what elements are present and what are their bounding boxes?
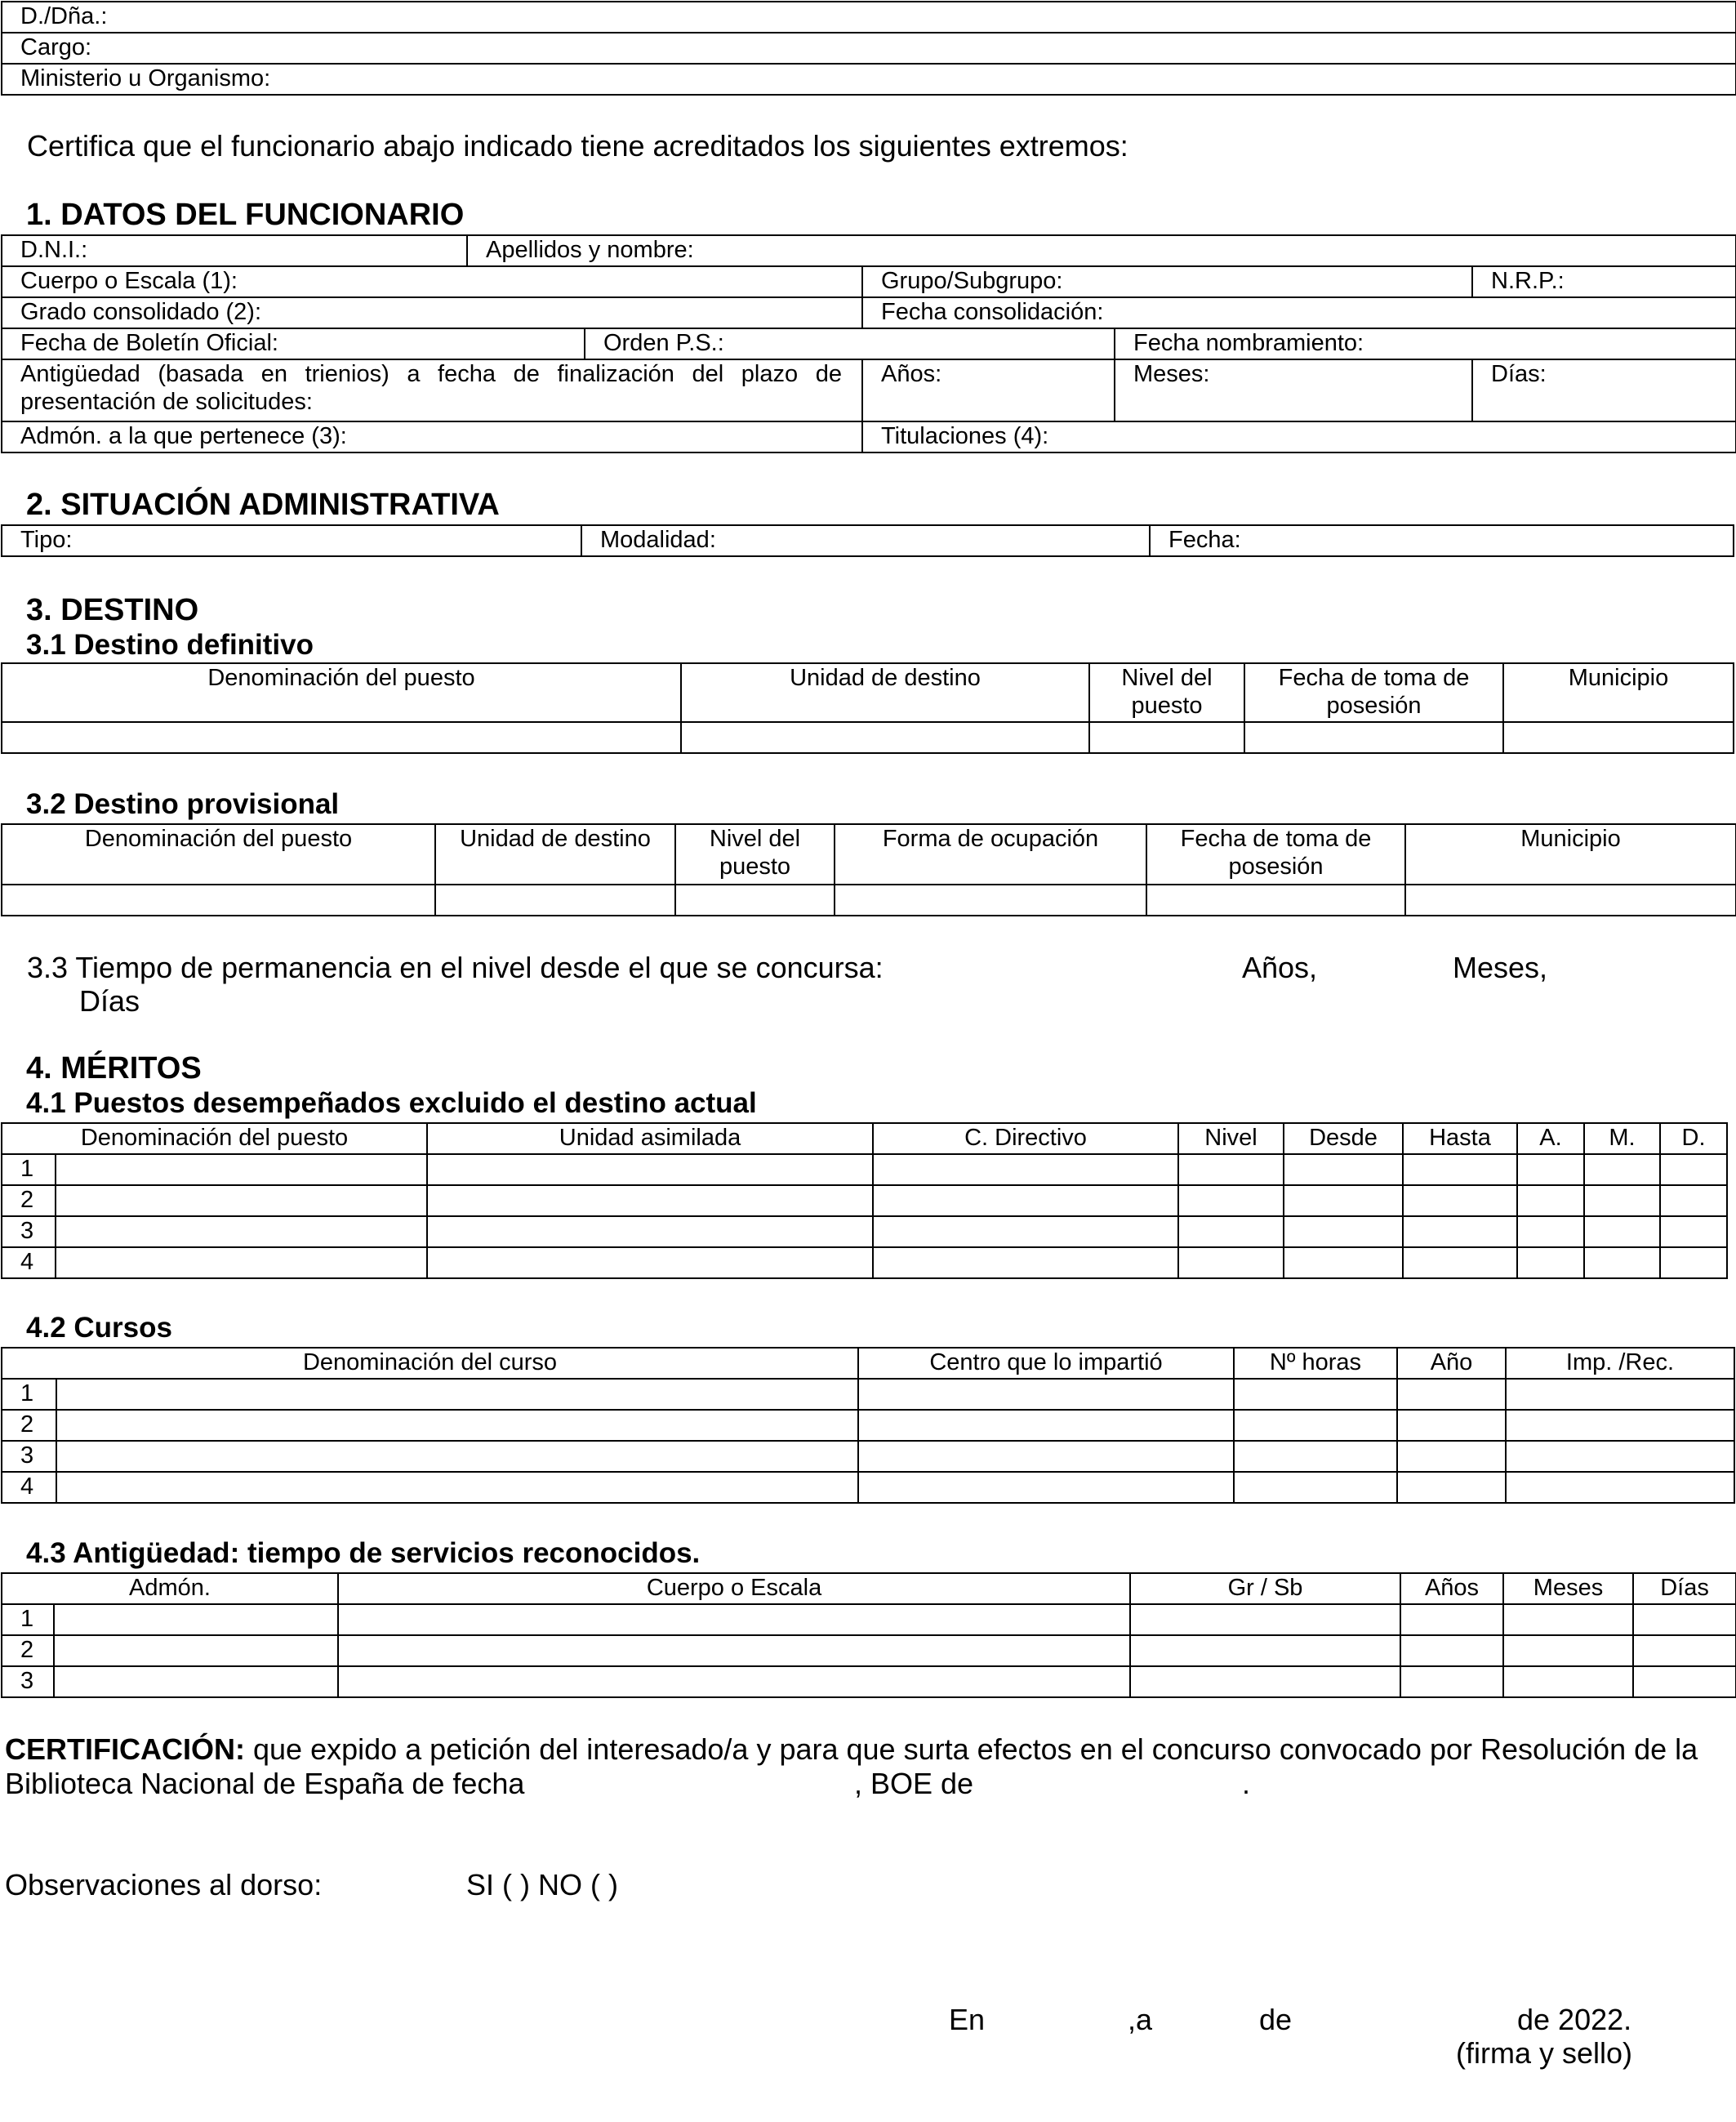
certification-date-text: Biblioteca Nacional de España de fecha: [5, 1767, 525, 1800]
table-cell[interactable]: [1244, 722, 1503, 753]
column-header: Denominación del puesto: [2, 663, 681, 722]
position-field[interactable]: Cargo:: [2, 33, 1736, 64]
table-cell[interactable]: [1234, 1410, 1397, 1441]
column-header: Denominación del puesto: [2, 824, 435, 885]
column-header: Gr / Sb: [1130, 1573, 1400, 1604]
posts-title: 4.1 Puestos desempeñados excluido el destino actual: [26, 1087, 757, 1119]
row-number: 1: [2, 1604, 54, 1635]
definitive-destination-table: [1, 662, 1734, 754]
column-header: Unidad asimilada: [427, 1123, 873, 1154]
column-header: Denominación del puesto: [2, 1123, 427, 1154]
corps-field[interactable]: Cuerpo o Escala (1):: [2, 266, 862, 297]
table-cell[interactable]: [1660, 1154, 1727, 1185]
table-cell[interactable]: [858, 1410, 1234, 1441]
table-cell[interactable]: [1633, 1666, 1736, 1697]
table-cell[interactable]: [54, 1666, 338, 1697]
table-cell[interactable]: [56, 1185, 427, 1216]
table-cell[interactable]: [427, 1216, 873, 1247]
table-row: [2, 1441, 1734, 1472]
table-cell[interactable]: [1178, 1185, 1284, 1216]
certification-lead: CERTIFICACIÓN:: [5, 1732, 245, 1766]
table-cell[interactable]: [56, 1216, 427, 1247]
table-cell[interactable]: [873, 1154, 1178, 1185]
table-cell[interactable]: [1403, 1185, 1517, 1216]
table-cell[interactable]: [2, 885, 435, 916]
observations-options[interactable]: SI ( ) NO ( ): [466, 1868, 618, 1901]
posts-table: [1, 1122, 1728, 1279]
table-cell[interactable]: [1660, 1185, 1727, 1216]
column-header: Centro que lo impartió: [858, 1348, 1234, 1379]
column-header: Imp. /Rec.: [1506, 1348, 1734, 1379]
table-cell[interactable]: [1405, 885, 1736, 916]
tenure-label: 3.3 Tiempo de permanencia en el nivel desde el que se concursa:: [27, 951, 884, 984]
dni-field[interactable]: D.N.I.:: [2, 235, 467, 266]
situation-date-field[interactable]: Fecha:: [1150, 525, 1734, 556]
table-cell[interactable]: [56, 1441, 858, 1472]
table-cell[interactable]: [1234, 1472, 1397, 1503]
table-cell[interactable]: [2, 722, 681, 753]
table-row: [2, 1410, 1734, 1441]
definitive-title: 3.1 Destino definitivo: [26, 629, 314, 661]
table-cell[interactable]: [1403, 1154, 1517, 1185]
grade-field[interactable]: Grado consolidado (2):: [2, 297, 862, 328]
table-cell[interactable]: [338, 1604, 1130, 1635]
row-number: 1: [2, 1379, 56, 1410]
row-number: 4: [2, 1247, 56, 1278]
table-cell[interactable]: [1130, 1635, 1400, 1666]
column-header: M.: [1584, 1123, 1660, 1154]
row-number: 3: [2, 1441, 56, 1472]
table-cell[interactable]: [1517, 1216, 1584, 1247]
table-cell[interactable]: [1130, 1604, 1400, 1635]
section2-title: 2. SITUACIÓN ADMINISTRATIVA: [26, 488, 500, 522]
appointment-date-field[interactable]: Fecha nombramiento:: [1115, 328, 1736, 359]
table-cell[interactable]: [1660, 1216, 1727, 1247]
table-cell[interactable]: [1397, 1410, 1506, 1441]
table-row: [2, 1635, 1736, 1666]
table-cell[interactable]: [1284, 1247, 1403, 1278]
column-header: Forma de ocupación: [835, 824, 1146, 885]
row-number: 1: [2, 1154, 56, 1185]
boe-date-field[interactable]: Fecha de Boletín Oficial:: [2, 328, 585, 359]
table-cell[interactable]: [1517, 1185, 1584, 1216]
table-cell[interactable]: [1503, 1635, 1633, 1666]
seniority-years-field[interactable]: Años:: [862, 359, 1115, 421]
table-row: [2, 1216, 1727, 1247]
signature-day: ,a: [1128, 2003, 1153, 2036]
table-row: [2, 1379, 1734, 1410]
provisional-title: 3.2 Destino provisional: [26, 788, 340, 820]
table-row: [2, 1185, 1727, 1216]
header-table: [1, 1, 1736, 96]
seniority-label: Antigüedad (basada en trienios) a fecha de finalización del plazo de presentación de solicitudes:: [2, 359, 862, 421]
table-cell[interactable]: [56, 1379, 858, 1410]
column-header: Nivel del puesto: [675, 824, 835, 885]
table-cell[interactable]: [1584, 1154, 1660, 1185]
table-cell[interactable]: [56, 1247, 427, 1278]
table-cell[interactable]: [435, 885, 675, 916]
table-cell[interactable]: [1506, 1441, 1734, 1472]
tenure-days: Días: [79, 984, 140, 1018]
table-cell[interactable]: [1517, 1154, 1584, 1185]
degrees-field[interactable]: Titulaciones (4):: [862, 421, 1736, 452]
table-cell[interactable]: [1503, 1604, 1633, 1635]
table-cell[interactable]: [1400, 1604, 1503, 1635]
column-header: Fecha de toma de posesión: [1244, 663, 1503, 722]
table-cell[interactable]: [56, 1154, 427, 1185]
row-number: 3: [2, 1666, 54, 1697]
table-cell[interactable]: [338, 1635, 1130, 1666]
nrp-field[interactable]: N.R.P.:: [1472, 266, 1736, 297]
table-row: [2, 1666, 1736, 1697]
order-field[interactable]: Orden P.S.:: [585, 328, 1115, 359]
situation-mode-field[interactable]: Modalidad:: [581, 525, 1150, 556]
row-number: 2: [2, 1185, 56, 1216]
table-cell[interactable]: [56, 1472, 858, 1503]
column-header: Nº horas: [1234, 1348, 1397, 1379]
column-header: C. Directivo: [873, 1123, 1178, 1154]
table-cell[interactable]: [1506, 1410, 1734, 1441]
table-cell[interactable]: [675, 885, 835, 916]
section3-title: 3. DESTINO: [26, 593, 199, 627]
table-cell[interactable]: [1403, 1216, 1517, 1247]
table-cell[interactable]: [1284, 1185, 1403, 1216]
table-cell[interactable]: [1130, 1666, 1400, 1697]
certification-boe-text: , BOE de: [854, 1767, 974, 1800]
table-cell[interactable]: [873, 1185, 1178, 1216]
row-number: 2: [2, 1635, 54, 1666]
admin-situation-table: [1, 524, 1734, 557]
column-header: A.: [1517, 1123, 1584, 1154]
column-header: Admón.: [2, 1573, 338, 1604]
courses-table: [1, 1347, 1735, 1504]
table-cell[interactable]: [1400, 1635, 1503, 1666]
table-cell[interactable]: [1234, 1379, 1397, 1410]
name-field[interactable]: Apellidos y nombre:: [467, 235, 1736, 266]
column-header: Días: [1633, 1573, 1736, 1604]
column-header: Municipio: [1503, 663, 1734, 722]
situation-type-field[interactable]: Tipo:: [2, 525, 581, 556]
column-header: Meses: [1503, 1573, 1633, 1604]
section4-title: 4. MÉRITOS: [26, 1051, 202, 1086]
table-cell[interactable]: [1178, 1216, 1284, 1247]
table-row: [2, 1472, 1734, 1503]
table-cell[interactable]: [1403, 1247, 1517, 1278]
table-cell[interactable]: [427, 1154, 873, 1185]
column-header: Año: [1397, 1348, 1506, 1379]
row-number: 2: [2, 1410, 56, 1441]
table-cell[interactable]: [1397, 1441, 1506, 1472]
signature-month: de: [1259, 2003, 1293, 2036]
ministry-field[interactable]: Ministerio u Organismo:: [2, 64, 1736, 95]
table-cell[interactable]: [54, 1604, 338, 1635]
certification-end: .: [1242, 1767, 1251, 1800]
table-cell[interactable]: [1397, 1472, 1506, 1503]
section1-title: 1. DATOS DEL FUNCIONARIO: [26, 198, 465, 232]
column-header: Hasta: [1403, 1123, 1517, 1154]
column-header: Cuerpo o Escala: [338, 1573, 1130, 1604]
column-header: Fecha de toma de posesión: [1146, 824, 1405, 885]
table-cell[interactable]: [1284, 1154, 1403, 1185]
table-cell[interactable]: [1146, 885, 1405, 916]
table-cell[interactable]: [54, 1635, 338, 1666]
intro-text: Certifica que el funcionario abajo indicado tiene acreditados los siguientes extremos:: [27, 129, 1128, 163]
column-header: Unidad de destino: [681, 663, 1089, 722]
officer-data-table: [1, 234, 1736, 453]
signature-year: de 2022.: [1517, 2003, 1632, 2036]
column-header: Nivel: [1178, 1123, 1284, 1154]
seniority-days-field[interactable]: Días:: [1472, 359, 1736, 421]
column-header: Denominación del curso: [2, 1348, 858, 1379]
service-title: 4.3 Antigüedad: tiempo de servicios reconocidos.: [26, 1537, 701, 1569]
table-cell[interactable]: [1584, 1247, 1660, 1278]
table-cell[interactable]: [1234, 1441, 1397, 1472]
table-cell[interactable]: [1517, 1247, 1584, 1278]
table-cell[interactable]: [1400, 1666, 1503, 1697]
official-name-field[interactable]: D./Dña.:: [2, 2, 1736, 33]
column-header: Años: [1400, 1573, 1503, 1604]
table-cell[interactable]: [1506, 1379, 1734, 1410]
table-cell[interactable]: [56, 1410, 858, 1441]
table-cell[interactable]: [1503, 1666, 1633, 1697]
seniority-months-field[interactable]: Meses:: [1115, 359, 1472, 421]
column-header: D.: [1660, 1123, 1727, 1154]
table-cell[interactable]: [873, 1247, 1178, 1278]
observations-label: Observaciones al dorso:: [5, 1868, 323, 1901]
table-cell[interactable]: [1584, 1185, 1660, 1216]
table-cell[interactable]: [1506, 1472, 1734, 1503]
column-header: Unidad de destino: [435, 824, 675, 885]
table-cell[interactable]: [1633, 1604, 1736, 1635]
table-cell[interactable]: [1089, 722, 1244, 753]
row-number: 3: [2, 1216, 56, 1247]
table-cell[interactable]: [1633, 1635, 1736, 1666]
table-row: [2, 1604, 1736, 1635]
table-cell[interactable]: [1660, 1247, 1727, 1278]
service-table: [1, 1572, 1736, 1698]
signature-place: En: [949, 2003, 986, 2036]
table-cell[interactable]: [858, 1472, 1234, 1503]
tenure-months: Meses,: [1453, 951, 1548, 984]
table-cell[interactable]: [681, 722, 1089, 753]
table-cell[interactable]: [858, 1379, 1234, 1410]
table-cell[interactable]: [858, 1441, 1234, 1472]
certification-text: que expido a petición del interesado/a y para que surta efectos en el concurso convocado por Resolución de la: [253, 1732, 1698, 1766]
table-cell[interactable]: [1584, 1216, 1660, 1247]
column-header: Municipio: [1405, 824, 1736, 885]
certification-line1: [5, 1732, 1728, 1767]
table-cell[interactable]: [1178, 1154, 1284, 1185]
tenure-years: Años,: [1242, 951, 1318, 984]
table-cell[interactable]: [1284, 1216, 1403, 1247]
group-field[interactable]: Grupo/Subgrupo:: [862, 266, 1472, 297]
column-header: Nivel del puesto: [1089, 663, 1244, 722]
courses-title: 4.2 Cursos: [26, 1312, 172, 1344]
table-cell[interactable]: [873, 1216, 1178, 1247]
grade-date-field[interactable]: Fecha consolidación:: [862, 297, 1736, 328]
table-row: [2, 1154, 1727, 1185]
admin-field[interactable]: Admón. a la que pertenece (3):: [2, 421, 862, 452]
table-cell[interactable]: [1397, 1379, 1506, 1410]
table-cell[interactable]: [1503, 722, 1734, 753]
table-row: [2, 1247, 1727, 1278]
provisional-destination-table: [1, 823, 1736, 916]
table-cell[interactable]: [427, 1185, 873, 1216]
column-header: Desde: [1284, 1123, 1403, 1154]
table-cell[interactable]: [1178, 1247, 1284, 1278]
table-cell[interactable]: [338, 1666, 1130, 1697]
signature-note: (firma y sello): [1456, 2036, 1633, 2070]
table-cell[interactable]: [427, 1247, 873, 1278]
row-number: 4: [2, 1472, 56, 1503]
table-cell[interactable]: [835, 885, 1146, 916]
